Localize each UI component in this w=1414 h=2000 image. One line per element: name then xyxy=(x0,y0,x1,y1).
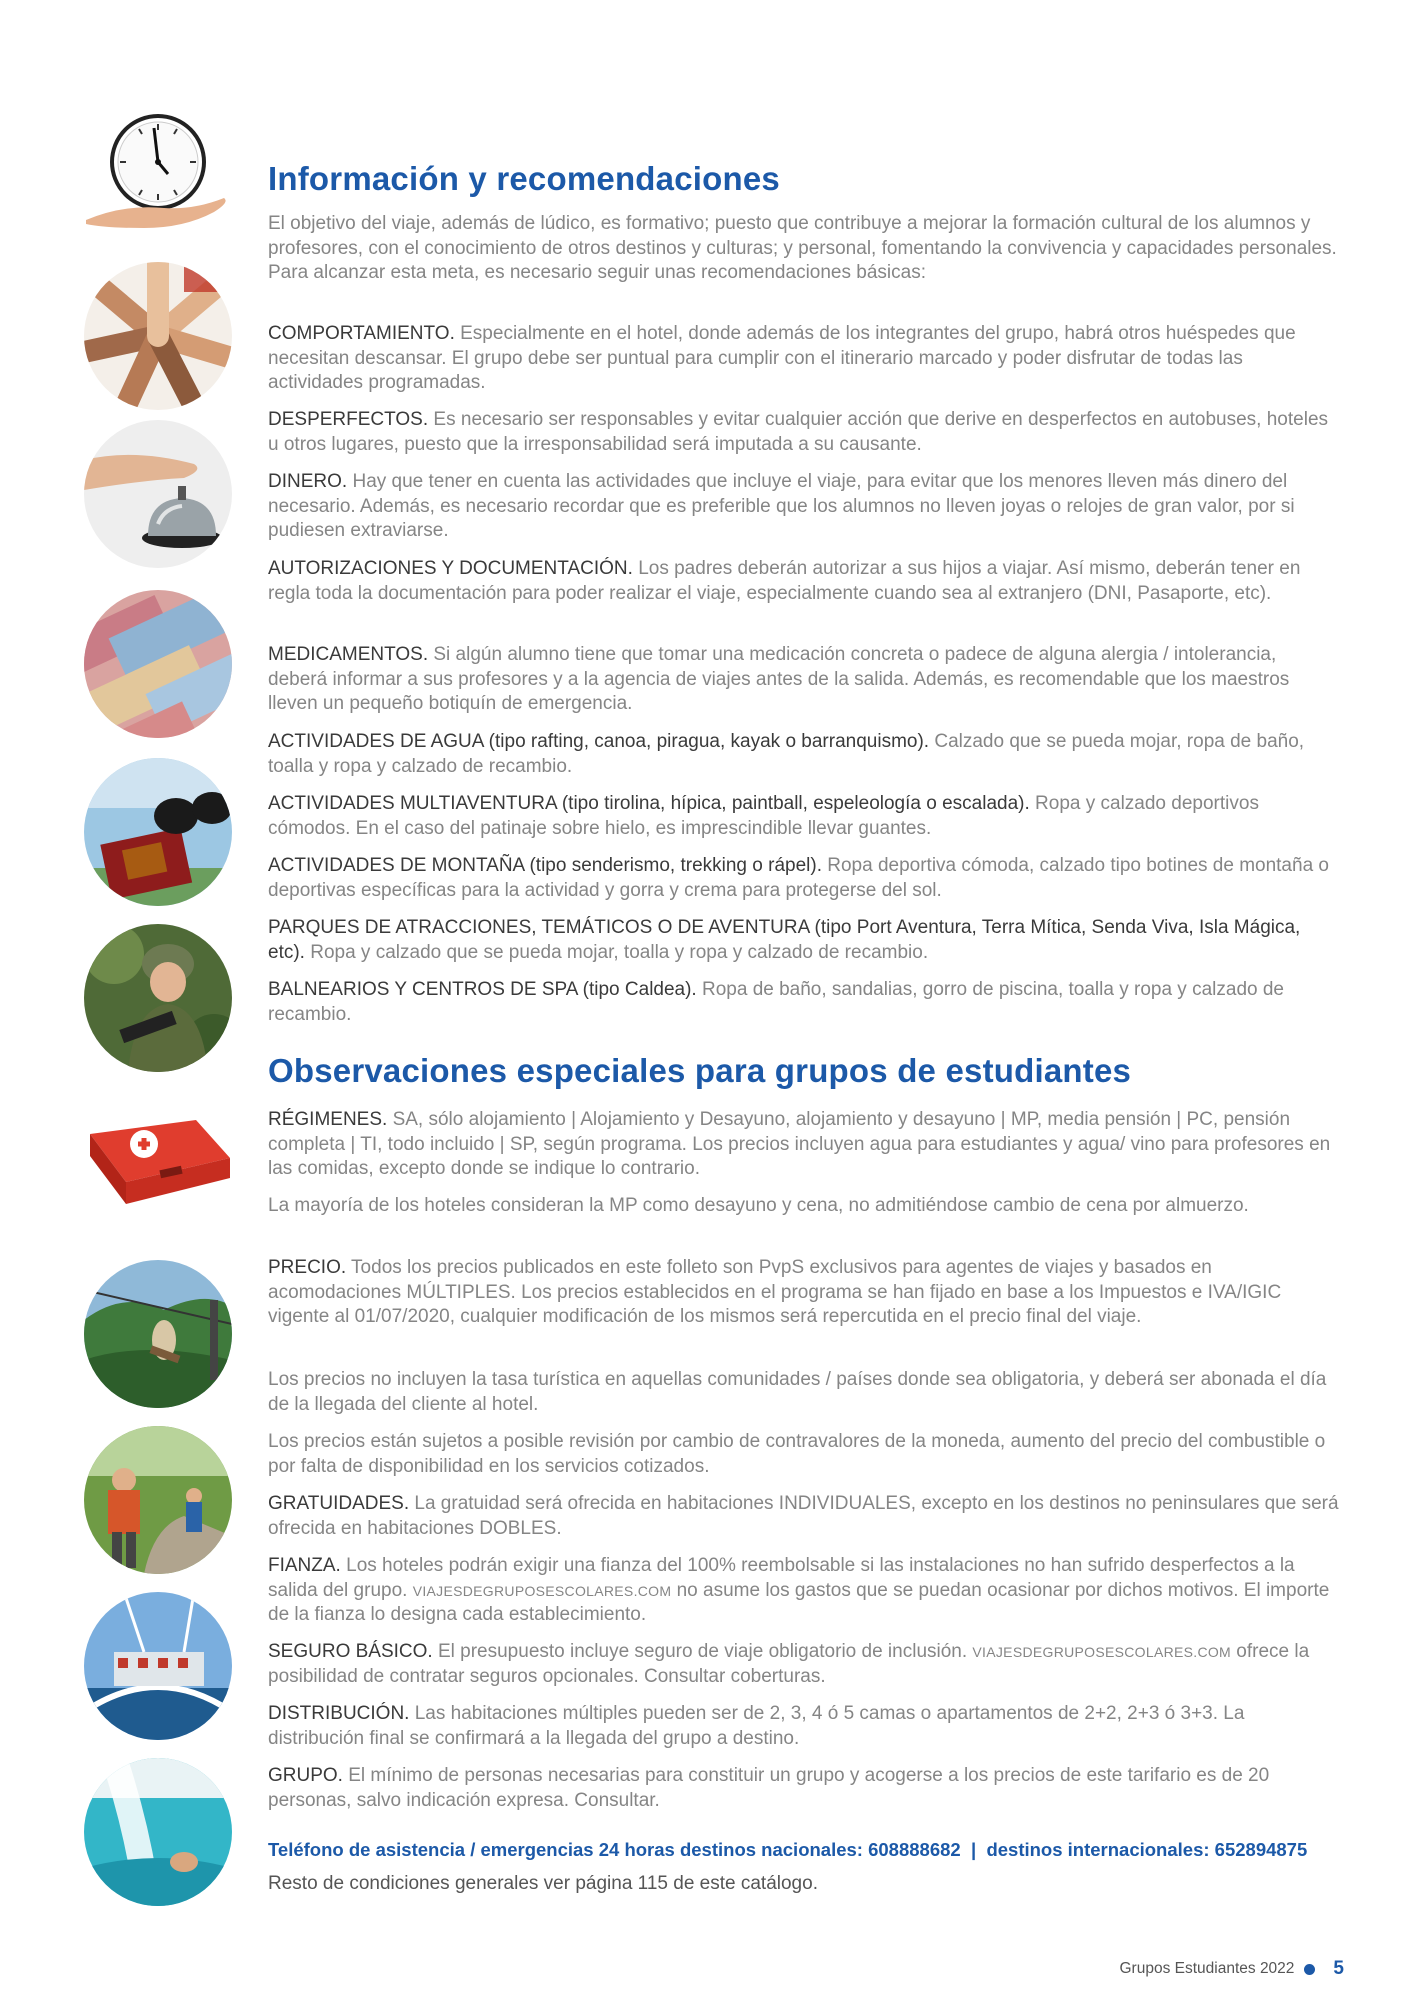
page-footer xyxy=(1120,1958,1345,1980)
euro-banknotes-image xyxy=(84,590,232,738)
item-text: Ropa y calzado deportivos cómodos. En el caso del patinaje sobre hielo, es imprescindible llevar guantes. xyxy=(268,793,1259,839)
item-key: SEGURO BÁSICO. xyxy=(268,1641,433,1662)
tasa-note: Los precios no incluyen la tasa turística en aquellas comunidades / países donde sea obligatoria, y deberá ser abonada el día de la llegada del cliente al hotel. xyxy=(268,1369,1327,1415)
item-key: RÉGIMENES. xyxy=(268,1109,388,1130)
item-autorizaciones xyxy=(268,557,1340,606)
emergency-phone-line: Teléfono de asistencia / emergencias 24 horas destinos nacionales: 608888682 | destinos internacionales: 652894875 xyxy=(268,1839,1308,1860)
item-precio xyxy=(268,1256,1340,1330)
hikers-image xyxy=(84,1426,232,1574)
item-text: ofrece la posibilidad de contratar seguros opcionales. Consultar coberturas. xyxy=(268,1641,1310,1687)
mp-note: La mayoría de los hoteles consideran la MP como desayuno y cena, no admitiéndose cambio de cena por almuerzo. xyxy=(268,1195,1249,1216)
footer-label: Grupos Estudiantes 2022 xyxy=(1119,1960,1295,1977)
item-text: Los hoteles podrán exigir una fianza del 100% reembolsable si las instalaciones no han sufrido desperfectos a la salida del grupo. xyxy=(268,1555,1295,1601)
item-key: DINERO. xyxy=(268,471,348,492)
page-number: 5 xyxy=(1333,1958,1344,1979)
bullet-dot-icon xyxy=(1304,1964,1315,1975)
clock-on-hand-image xyxy=(84,112,232,260)
revision-note: Los precios están sujetos a posible revisión por cambio de contravalores de la moneda, aumento del precio del combustible o por falta de disponibilidad en los servicios cotizados. xyxy=(268,1431,1326,1477)
spa-water-image xyxy=(84,1758,232,1906)
item-text: La gratuidad será ofrecida en habitaciones INDIVIDUALES, excepto en los destinos no peninsulares que será ofrecida en habitaciones DOBLES. xyxy=(268,1493,1339,1539)
item-text: Ropa deportiva cómoda, calzado tipo botines de montaña o deportivas específicas para la actividad y gorra y crema para protegerse del sol. xyxy=(268,855,1329,901)
item-distribucion xyxy=(268,1702,1340,1751)
item-desperfectos xyxy=(268,408,1340,457)
item-key: AUTORIZACIONES Y DOCUMENTACIÓN. xyxy=(268,558,633,579)
image-column xyxy=(84,0,232,2000)
brand-name: VIAJESDEGRUPOSESCOLARES.COM xyxy=(972,1644,1232,1660)
item-key: BALNEARIOS Y CENTROS DE SPA (tipo Caldea). xyxy=(268,979,697,1000)
item-key: MEDICAMENTOS. xyxy=(268,644,429,665)
hotel-bell-image xyxy=(84,420,232,568)
item-key: COMPORTAMIENTO. xyxy=(268,323,455,344)
item-text: Ropa y calzado que se pueda mojar, toalla y ropa y calzado de recambio. xyxy=(304,941,929,963)
item-text: Las habitaciones múltiples pueden ser de 2, 3, 4 ó 5 camas o apartamentos de 2+2, 2+3 ó 3+3. La distribución final se confirmará a la llegada del grupo a destino. xyxy=(268,1703,1245,1749)
item-text: SA, sólo alojamiento | Alojamiento y Desayuno, alojamiento y desayuno | MP, media pensión | PC, pensión completa | TI, todo incluido | SP, según programa. Los precios incluyen agua para estudiantes y agua/ vino para profesores en las comidas, excepto donde se indique lo contrario. xyxy=(268,1109,1331,1179)
item-regimenes xyxy=(268,1108,1340,1182)
item-montana xyxy=(268,854,1340,903)
item-text: Ropa de baño, sandalias, gorro de piscina, toalla y ropa y calzado de recambio. xyxy=(268,979,1284,1025)
item-comportamiento xyxy=(268,322,1340,396)
item-actividades-agua xyxy=(268,730,1340,779)
theme-park-ride-image xyxy=(84,1592,232,1740)
item-multiaventura xyxy=(268,792,1340,841)
item-parques xyxy=(268,916,1340,965)
item-text: Es necesario ser responsables y evitar cualquier acción que derive en desperfectos en autobuses, hoteles u otros lugares, puesto que la irresponsabilidad será imputada a su causante. xyxy=(268,409,1329,455)
item-medicamentos xyxy=(268,643,1340,717)
item-key: ACTIVIDADES MULTIAVENTURA (tipo tirolina, hípica, paintball, espeleología o escalada). xyxy=(268,793,1030,814)
item-text: Todos los precios publicados en este folleto son PvpS exclusivos para agentes de viajes y basados en acomodaciones MÚLTIPLES. Los precios establecidos en el programa se han fijado en base a los Impuestos e IVA/IGIC vigente al 01/07/2020, cualquier modificación de los mismos será repercutida en el precio final del viaje. xyxy=(268,1257,1282,1327)
item-grupo xyxy=(268,1764,1340,1813)
conditions-line: Resto de condiciones generales ver página 115 de este catálogo. xyxy=(268,1873,818,1894)
item-balnearios xyxy=(268,978,1340,1027)
item-key: GRUPO. xyxy=(268,1765,343,1786)
item-dinero xyxy=(268,470,1340,544)
item-text: Calzado que se pueda mojar, ropa de baño, toalla y ropa y calzado de recambio. xyxy=(268,731,1305,777)
item-text: Si algún alumno tiene que tomar una medicación concreta o padece de alguna alergia / intolerancia, deberá informar a sus profesores y a la agencia de viajes antes de la salida. Además, es recomendable que los maestros lleven un pequeño botiquín de emergencia. xyxy=(268,644,1290,714)
item-text: Hay que tener en cuenta las actividades que incluye el viaje, para evitar que los menores lleven más dinero del necesario. Además, es necesario recordar que es preferible que los alumnos no lleven joyas o relojes de gran valor, por si pudiesen extraviarse. xyxy=(268,471,1295,541)
paintball-child-image xyxy=(84,924,232,1072)
passport-sunglasses-image xyxy=(84,758,232,906)
joined-hands-image xyxy=(84,262,232,410)
item-key: DISTRIBUCIÓN. xyxy=(268,1703,410,1724)
item-key: PRECIO. xyxy=(268,1257,347,1278)
item-text: no asume los gastos que se puedan ocasionar por dichos motivos. El importe de la fianza lo designa cada establecimiento. xyxy=(268,1579,1330,1625)
item-text: Los padres deberán autorizar a sus hijos a viajar. Así mismo, deberán tener en regla toda la documentación para poder realizar el viaje, especialmente cuando sea al extranjero (DNI, Pasaporte, etc). xyxy=(268,558,1301,604)
brand-name: VIAJESDEGRUPOSESCOLARES.COM xyxy=(412,1582,672,1599)
item-text: El mínimo de personas necesarias para constituir un grupo y acogerse a los precios de este tarifario es de 20 personas, salvo indicación expresa. Consultar. xyxy=(268,1765,1270,1811)
section-title-info: Información y recomendaciones xyxy=(268,160,780,197)
zipline-image xyxy=(84,1260,232,1408)
item-seguro xyxy=(268,1640,1340,1689)
item-fianza xyxy=(268,1554,1340,1628)
item-key: GRATUIDADES. xyxy=(268,1493,410,1514)
first-aid-kit-image xyxy=(84,1112,232,1260)
item-key: DESPERFECTOS. xyxy=(268,409,429,430)
item-text: Especialmente en el hotel, donde además de los integrantes del grupo, habrá otros huéspedes que necesitan descansar. El grupo debe ser puntual para cumplir con el itinerario marcado y poder disfrutar de todas las actividades programadas. xyxy=(268,323,1296,393)
item-key: ACTIVIDADES DE AGUA (tipo rafting, canoa, piragua, kayak o barranquismo). xyxy=(268,731,930,752)
section-title-observaciones: Observaciones especiales para grupos de estudiantes xyxy=(268,1052,1132,1089)
item-text: El presupuesto incluye seguro de viaje obligatorio de inclusión. xyxy=(432,1641,973,1662)
item-key: FIANZA. xyxy=(268,1555,341,1576)
intro-paragraph: El objetivo del viaje, además de lúdico, es formativo; puesto que contribuye a mejorar la formación cultural de los alumnos y profesores, con el conocimiento de otros destinos y culturas; y personal, fomentando la convivencia y capacidades personales. Para alcanzar esta meta, es necesario seguir unas recomendaciones básicas: xyxy=(268,213,1337,283)
item-key: ACTIVIDADES DE MONTAÑA (tipo senderismo, trekking o rápel). xyxy=(268,855,822,876)
item-key: PARQUES DE ATRACCIONES, TEMÁTICOS O DE AVENTURA (tipo Port Aventura, Terra Mítica, Senda Viva, Isla Mágica, etc). xyxy=(268,917,1301,963)
item-gratuidades xyxy=(268,1492,1340,1541)
